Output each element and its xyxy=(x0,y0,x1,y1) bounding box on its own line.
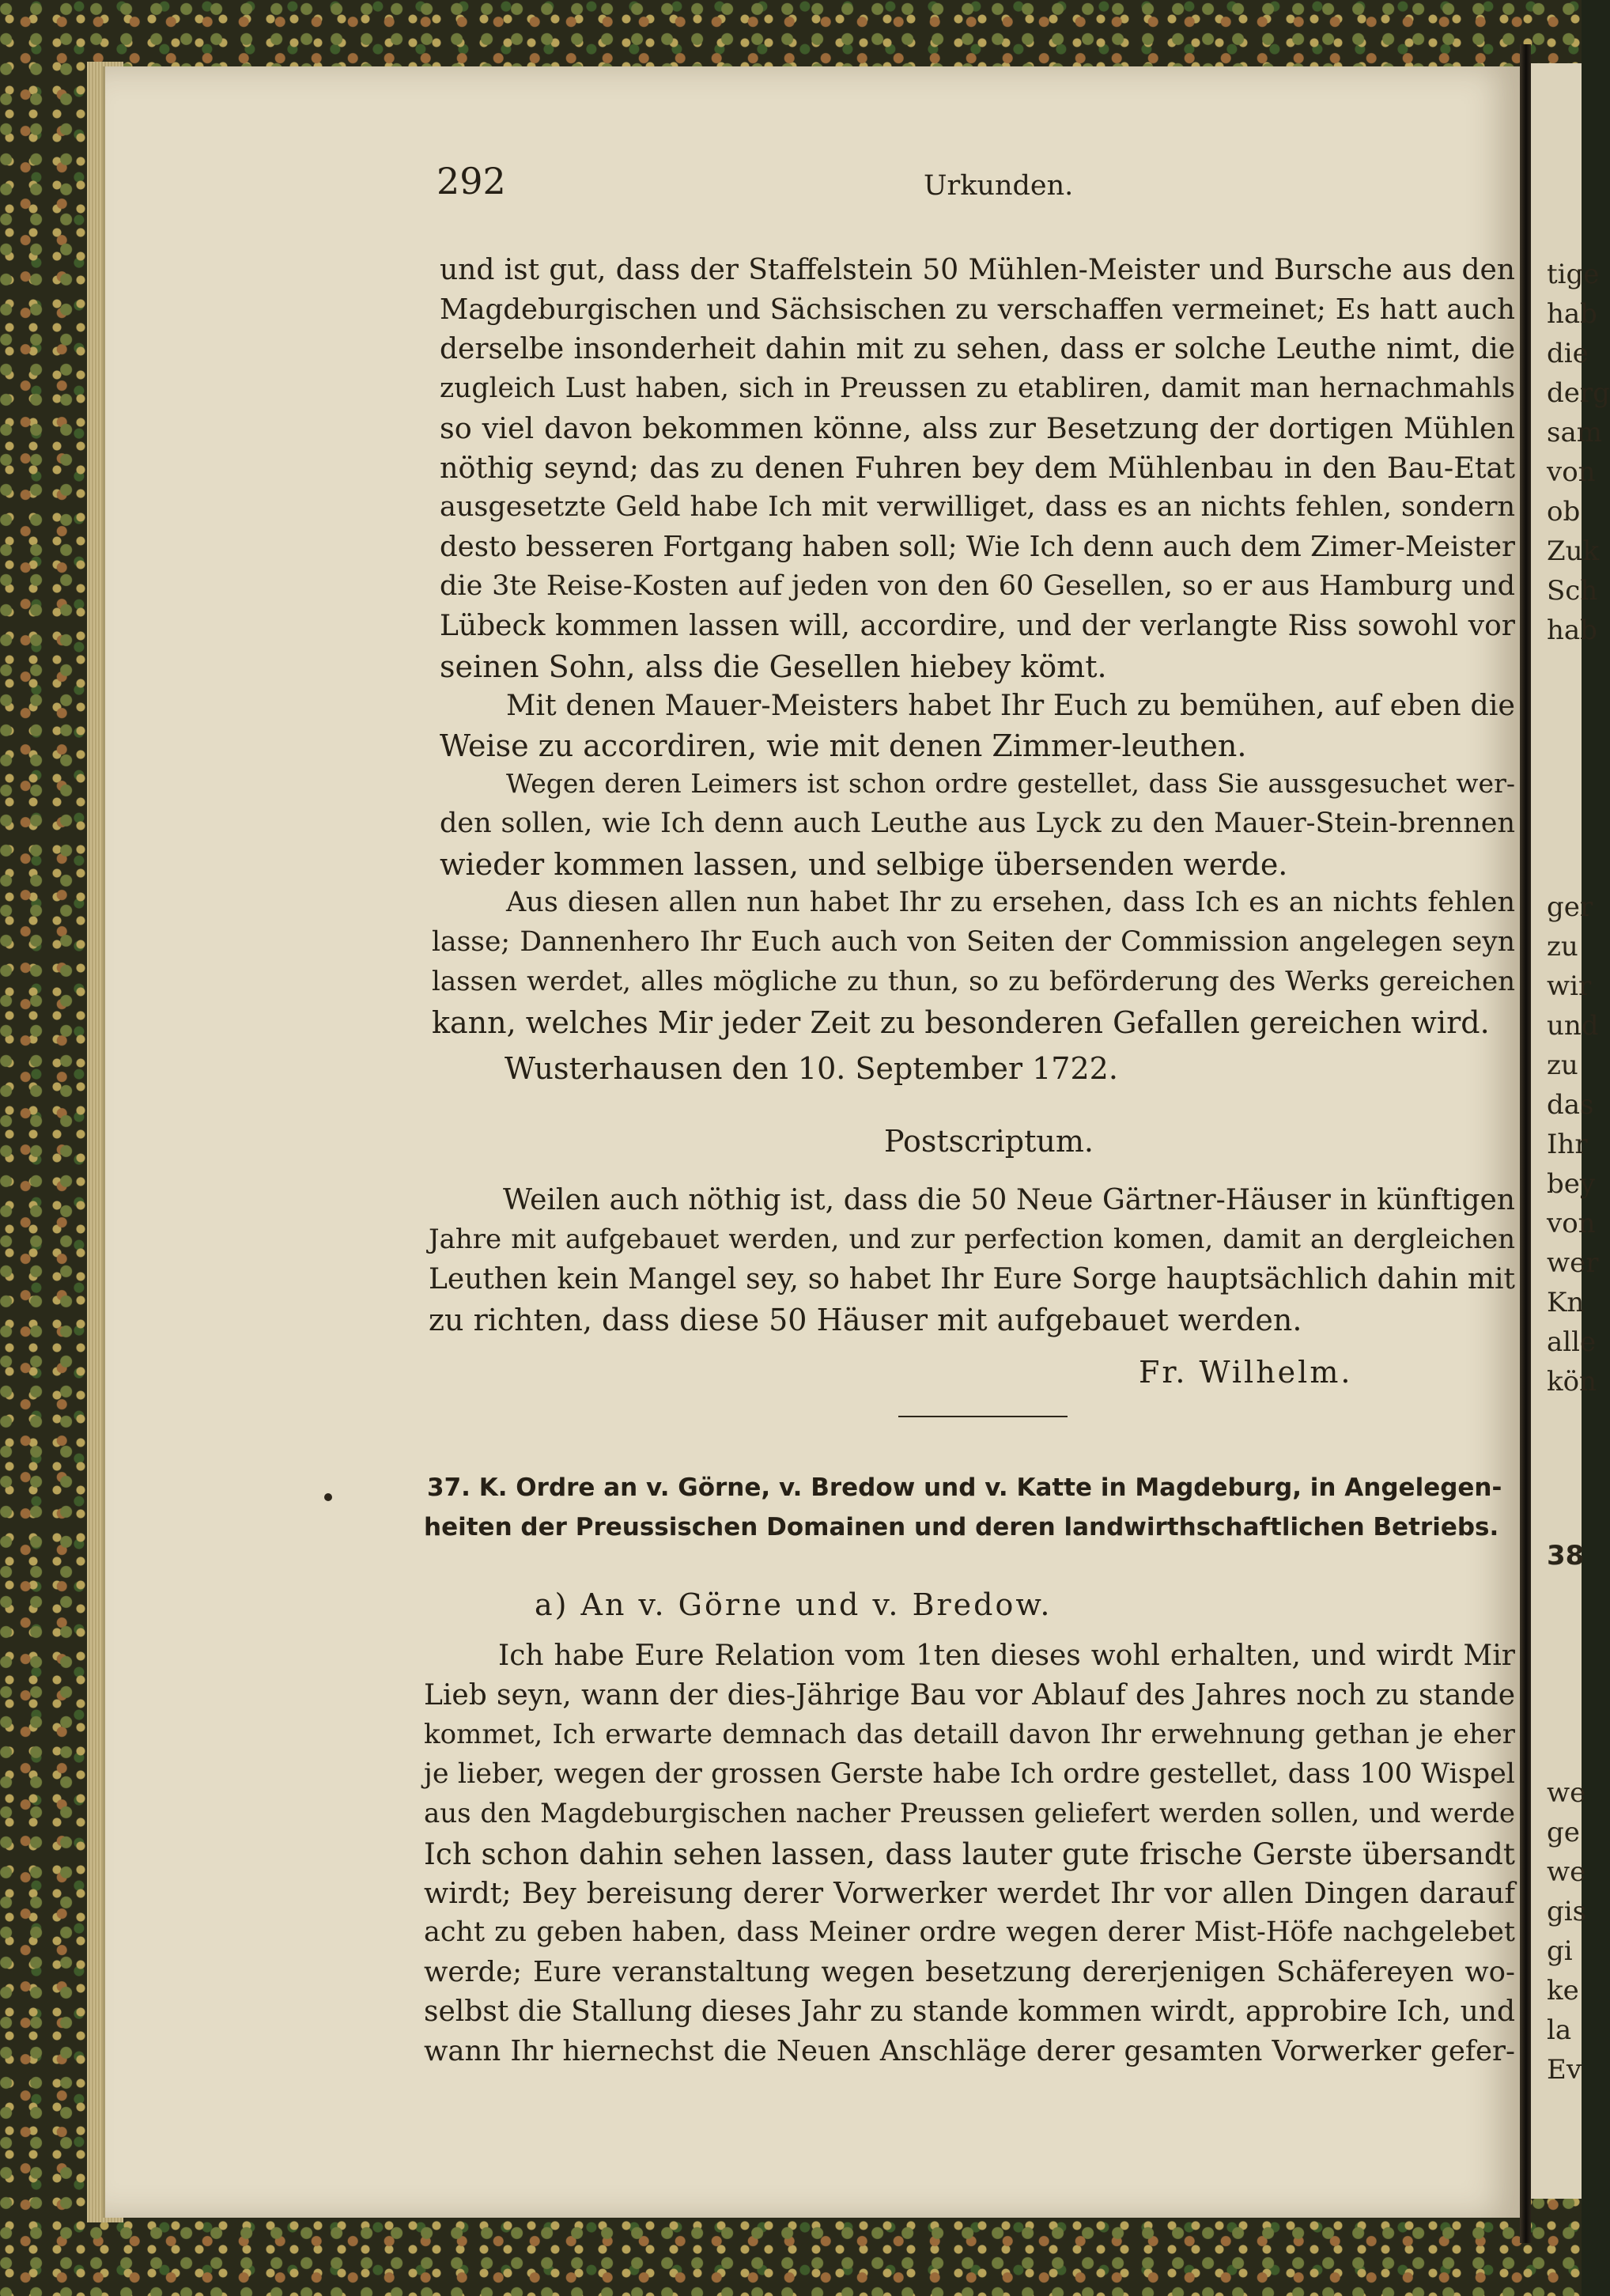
letter-line: seinen Sohn, alss die Gesellen hiebey kömt. xyxy=(440,649,1107,684)
section-heading: heiten der Preussischen Domainen und deren landwirthschaftlichen Betriebs. xyxy=(424,1513,1499,1541)
next-page-fragment: die xyxy=(1547,338,1589,369)
next-page-fragment: gis xyxy=(1547,1896,1587,1927)
section-line: acht zu geben haben, dass Meiner ordre wegen derer Mist-Höfe nachgelebet xyxy=(424,1916,1515,1948)
next-page-fragment: we xyxy=(1547,1856,1586,1888)
next-page-fragment: Ihr xyxy=(1547,1129,1588,1160)
next-page-fragment: Kn xyxy=(1547,1287,1585,1318)
postscript-line: zu richten, dass diese 50 Häuser mit aufgebauet werden. xyxy=(429,1303,1302,1337)
letter-line: kann, welches Mir jeder Zeit zu besonderen Gefallen gereichen wird. xyxy=(432,1005,1490,1040)
letter-line: zugleich Lust haben, sich in Preussen zu etabliren, damit man hernachmahls xyxy=(440,373,1515,404)
section-line: werde; Eure veranstaltung wegen besetzung dererjenigen Schäfereyen wo- xyxy=(424,1956,1515,1988)
letter-line: wieder kommen lassen, und selbige übersenden werde. xyxy=(440,847,1288,882)
next-page-fragment: ke xyxy=(1547,1975,1579,2007)
next-page-fragment: zu xyxy=(1547,1050,1578,1081)
postscript-line: Leuthen kein Mangel sey, so habet Ihr Eure Sorge hauptsächlich dahin mit xyxy=(429,1263,1515,1296)
next-page-fragment: das xyxy=(1547,1089,1594,1121)
letter-line: Magdeburgischen und Sächsischen zu verschaffen vermeinet; Es hatt auch xyxy=(440,293,1515,326)
next-page-fragment: ger xyxy=(1547,891,1593,923)
letter-line: lassen werdet, alles mögliche zu thun, so zu beförderung des Werks gereichen xyxy=(432,966,1515,997)
section-line: je lieber, wegen der grossen Gerste habe Ich ordre gestellet, dass 100 Wispel xyxy=(424,1758,1515,1790)
next-page-fragment: la xyxy=(1547,2014,1572,2046)
ink-dot xyxy=(324,1493,332,1501)
letter-line: ausgesetzte Geld habe Ich mit verwilliget, dass es an nichts fehlen, sondern xyxy=(440,491,1515,523)
next-page-fragment: hab xyxy=(1547,298,1597,330)
next-page-fragment: ob xyxy=(1547,496,1581,528)
postscript-line: Weilen auch nöthig ist, dass die 50 Neue Gärtner-Häuser in künftigen xyxy=(503,1184,1515,1216)
next-page-fragment: kön xyxy=(1547,1366,1597,1398)
next-page-fragment: wer xyxy=(1547,1247,1599,1279)
next-page-fragment: und xyxy=(1547,1010,1599,1042)
section-heading: 37. K. Ordre an v. Görne, v. Bredow und v. Katte in Magdeburg, in Angelegen- xyxy=(427,1473,1502,1502)
section-line: Ich schon dahin sehen lassen, dass lauter gute frische Gerste übersandt xyxy=(424,1836,1515,1871)
section-subheading: a) An v. Görne und v. Bredow. xyxy=(535,1587,1053,1622)
letter-line: lasse; Dannenhero Ihr Euch auch von Seiten der Commission angelegen seyn xyxy=(432,926,1515,958)
section-line: wann Ihr hiernechst die Neuen Anschläge derer gesamten Vorwerker gefer- xyxy=(424,2035,1515,2067)
next-page-fragment: sam xyxy=(1547,417,1602,448)
letter-line: Weise zu accordiren, wie mit denen Zimmer-leuthen. xyxy=(440,728,1247,763)
next-page-fragment: wir xyxy=(1547,970,1592,1002)
section-line: kommet, Ich erwarte demnach das detaill davon Ihr erwehnung gethan je eher xyxy=(424,1719,1515,1750)
next-page-fragment: von xyxy=(1547,456,1596,488)
letter-line: derselbe insonderheit dahin mit zu sehen, dass er solche Leuthe nimt, die xyxy=(440,333,1515,365)
letter-line: und ist gut, dass der Staffelstein 50 Mühlen-Meister und Bursche aus den xyxy=(440,254,1515,286)
letter-line: so viel davon bekommen könne, alss zur Besetzung der dortigen Mühlen xyxy=(440,411,1515,445)
section-line: Ich habe Eure Relation vom 1ten dieses wohl erhalten, und wirdt Mir xyxy=(498,1640,1515,1672)
letter-line: Wegen deren Leimers ist schon ordre gestellet, dass Sie aussgesuchet wer- xyxy=(506,768,1515,799)
next-page-fragment: alle xyxy=(1547,1326,1597,1358)
letter-line: desto besseren Fortgang haben soll; Wie Ich denn auch dem Zimer-Meister xyxy=(440,531,1515,563)
section-line: Lieb seyn, wann der dies-Jährige Bau vor Ablauf des Jahres noch zu stande xyxy=(424,1679,1515,1712)
section-line: aus den Magdeburgischen nacher Preussen geliefert werden sollen, und werde xyxy=(424,1798,1515,1829)
next-page-fragment: Zuk xyxy=(1547,535,1600,567)
next-page-fragment: Ev xyxy=(1547,2054,1582,2086)
next-page-fragment: gi xyxy=(1547,1935,1573,1967)
running-head: Urkunden. xyxy=(924,170,1074,202)
next-page-fragment: hab xyxy=(1547,615,1597,646)
letter-line: Mit denen Mauer-Meisters habet Ihr Euch zu bemühen, auf eben die xyxy=(506,688,1515,722)
letter-line: den sollen, wie Ich denn auch Leuthe aus Lyck zu den Mauer-Stein-brennen xyxy=(440,808,1515,839)
postscript-line: Jahre mit aufgebauet werden, und zur perfection komen, damit an dergleichen xyxy=(429,1224,1515,1255)
section-line: selbst die Stallung dieses Jahr zu stande kommen wirdt, approbire Ich, und xyxy=(424,1995,1515,2028)
letter-line: nöthig seynd; das zu denen Fuhren bey dem Mühlenbau in den Bau-Etat xyxy=(440,451,1515,485)
next-page-strip xyxy=(1531,63,1610,2199)
postscript-heading: Postscriptum. xyxy=(884,1124,1094,1159)
next-page-fragment: Sch xyxy=(1547,575,1598,607)
letter-line: Lübeck kommen lassen will, accordire, und der verlangte Riss sowohl vor xyxy=(440,610,1515,642)
signature: Fr. Wilhelm. xyxy=(1139,1355,1353,1390)
section-line: wirdt; Bey bereisung derer Vorwerker werdet Ihr vor allen Dingen darauf xyxy=(424,1876,1515,1910)
letter-line: Aus diesen allen nun habet Ihr zu ersehen, dass Ich es an nichts fehlen xyxy=(506,887,1515,918)
next-page-fragment: tige xyxy=(1547,259,1600,290)
next-page-fragment: derg xyxy=(1547,377,1610,409)
next-page-fragment: bey xyxy=(1547,1168,1596,1200)
dateline: Wusterhausen den 10. September 1722. xyxy=(505,1051,1118,1086)
book-gutter xyxy=(1520,44,1531,2243)
section-divider xyxy=(898,1416,1068,1417)
next-page-fragment: we xyxy=(1547,1777,1586,1809)
letter-line: die 3te Reise-Kosten auf jeden von den 60 Gesellen, so er aus Hamburg und xyxy=(440,570,1515,602)
next-page-fragment: von xyxy=(1547,1208,1596,1239)
page-number: 292 xyxy=(437,160,506,202)
next-page-fragment: 38 xyxy=(1547,1540,1585,1572)
next-page-fragment: zu xyxy=(1547,931,1578,963)
next-page-fragment: ge xyxy=(1547,1817,1580,1848)
